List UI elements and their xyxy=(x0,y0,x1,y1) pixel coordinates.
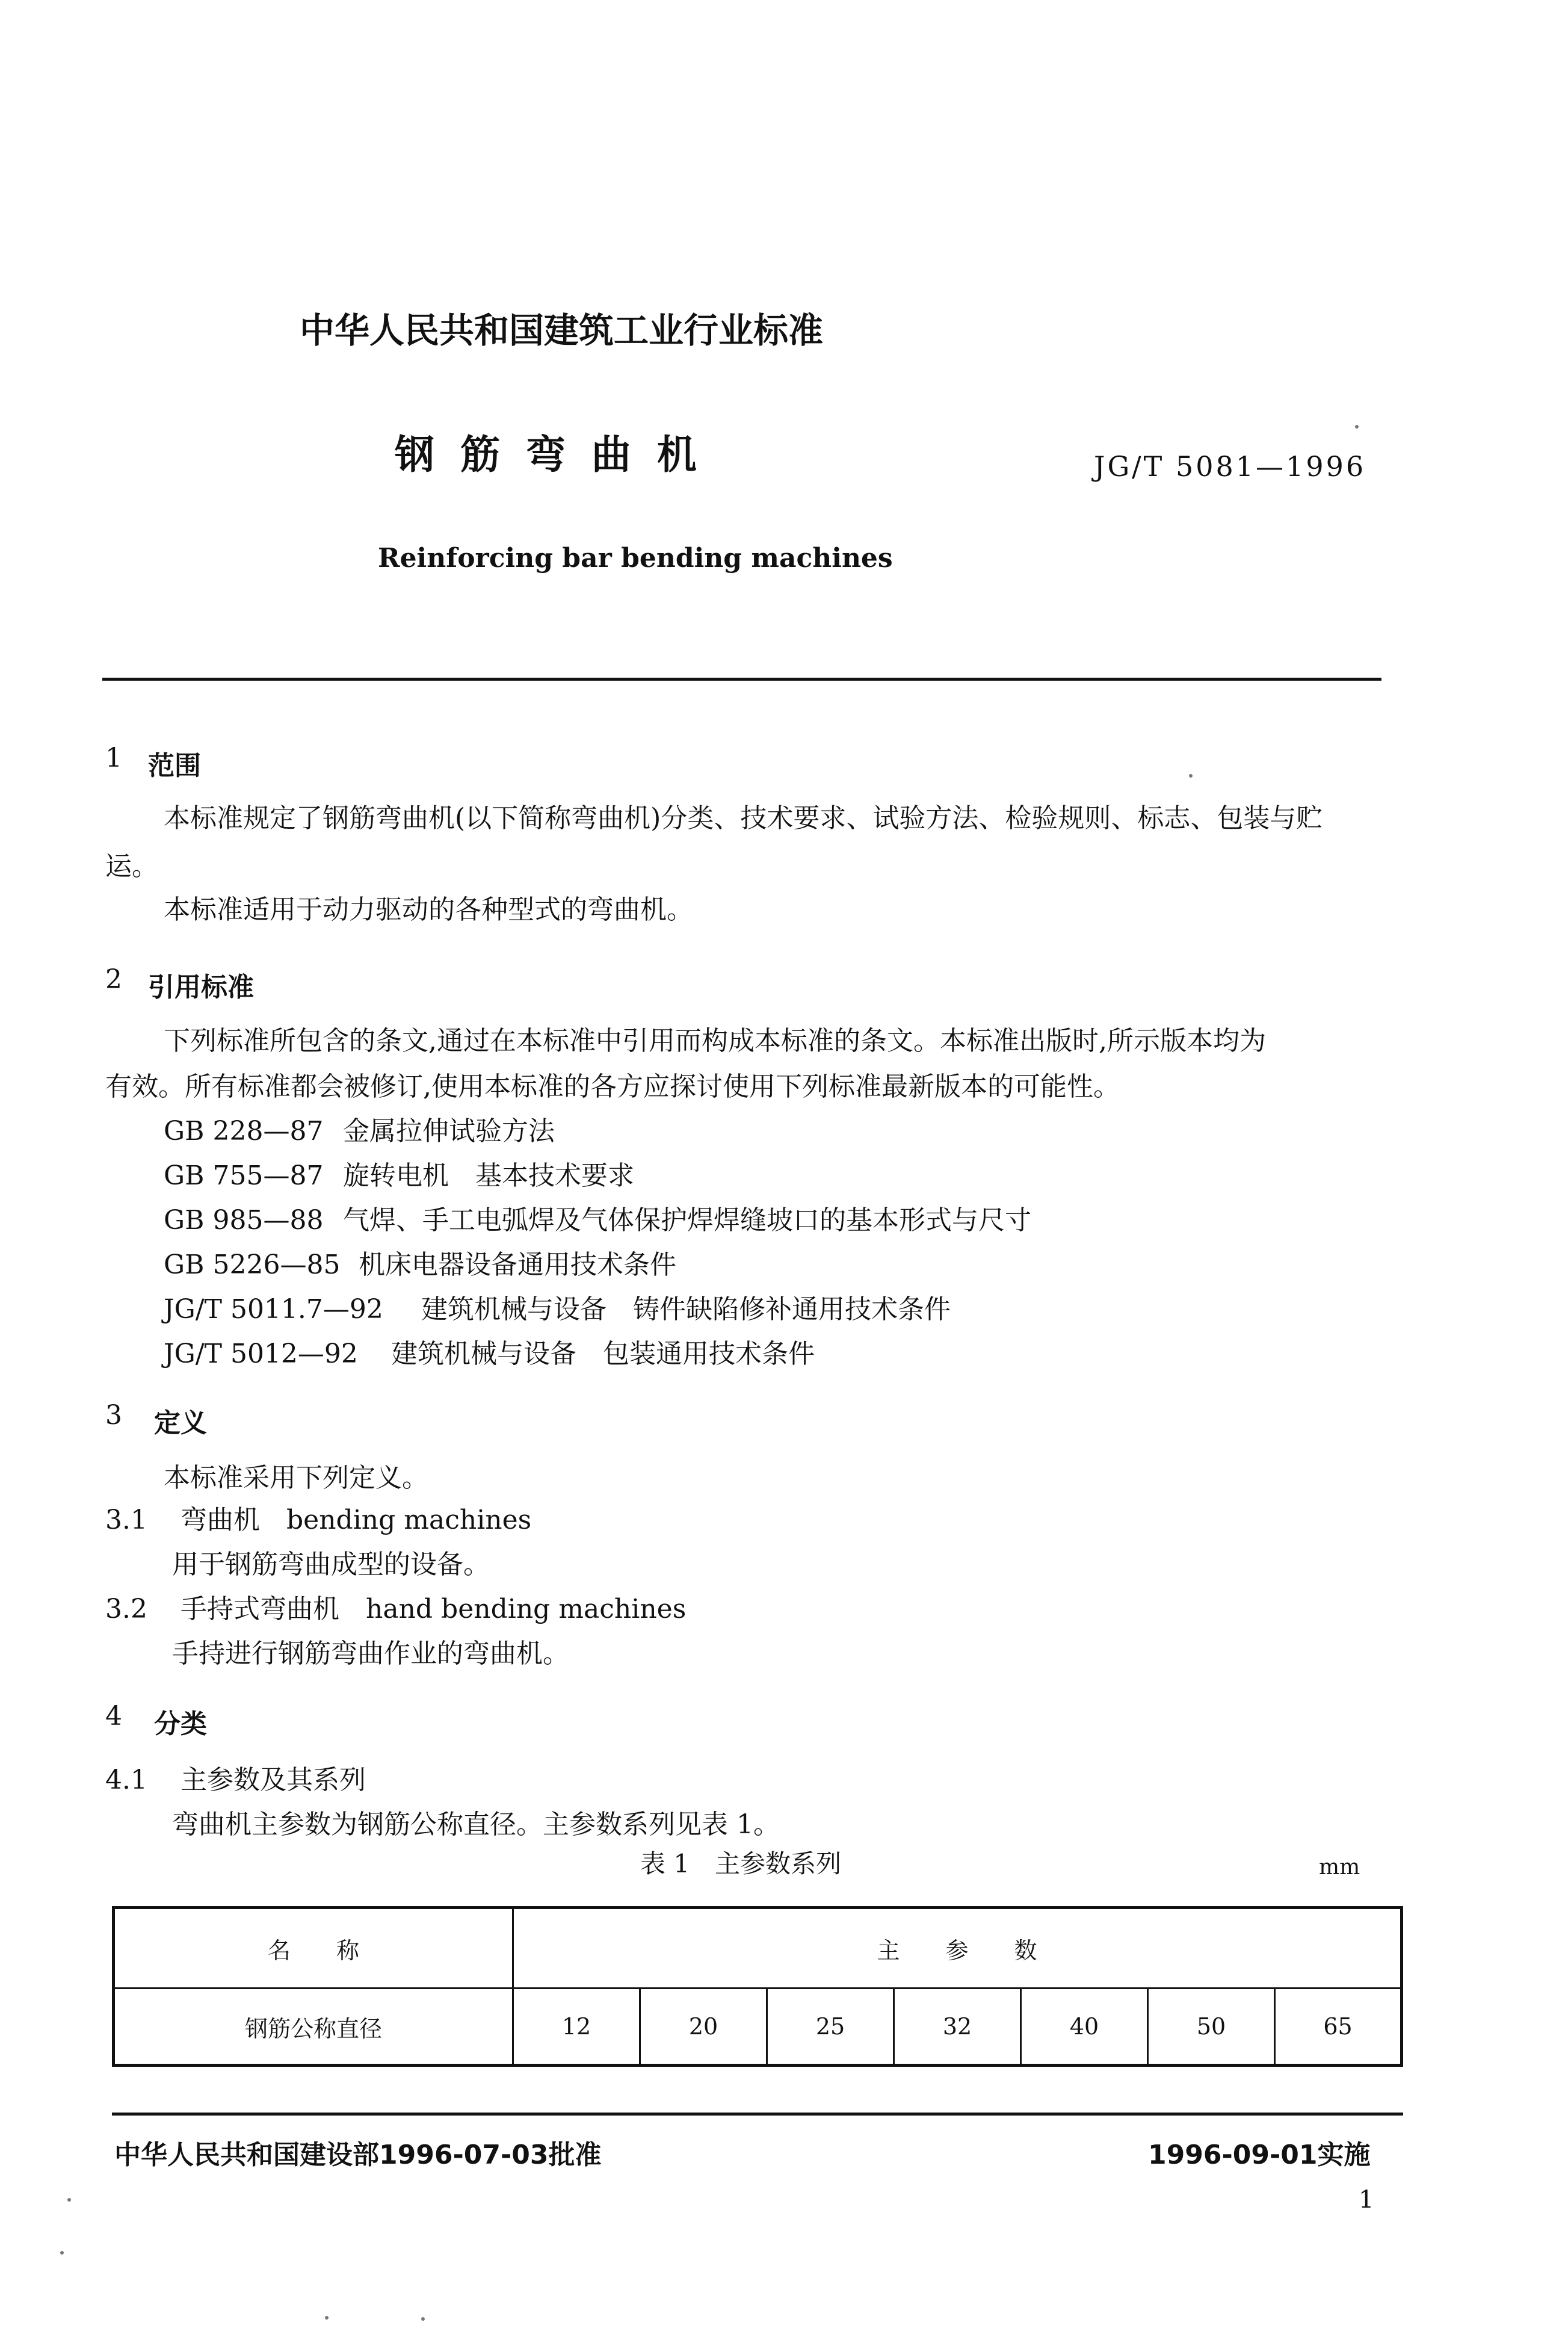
section-3-intro: 本标准采用下列定义。 xyxy=(164,1463,428,1493)
definition-3-2-text: 手持进行钢筋弯曲作业的弯曲机。 xyxy=(172,1638,569,1669)
header-divider xyxy=(102,678,1381,681)
section-3-number: 3 xyxy=(105,1400,122,1431)
subsection-4-1-number: 4.1 xyxy=(105,1765,147,1795)
table-cell: 40 xyxy=(1021,1989,1148,2066)
definition-3-1-term: 弯曲机 bending machines xyxy=(181,1505,532,1535)
footer-divider xyxy=(112,2113,1403,2116)
section-4-title: 分类 xyxy=(154,1709,207,1739)
section-1-title: 范围 xyxy=(148,751,201,781)
scan-speck xyxy=(60,2251,64,2255)
section-2-number: 2 xyxy=(105,964,122,995)
section-1-number: 1 xyxy=(105,743,122,773)
scan-speck xyxy=(1355,425,1359,429)
definition-3-1-number: 3.1 xyxy=(105,1505,147,1535)
reference-code: GB 228—87 xyxy=(164,1116,324,1147)
approval-line: 中华人民共和国建设部1996-07-03批准 xyxy=(114,2140,602,2170)
page-number: 1 xyxy=(1359,2186,1374,2214)
definition-3-1-text: 用于钢筋弯曲成型的设备。 xyxy=(172,1549,490,1580)
scan-speck xyxy=(325,2316,329,2320)
table-header-parameters: 主 参 数 xyxy=(513,1908,1402,1989)
table-unit: mm xyxy=(1319,1855,1360,1880)
reference-title: 机床电器设备通用技术条件 xyxy=(359,1249,676,1280)
subsection-4-1-text: 弯曲机主参数为钢筋公称直径。主参数系列见表 1。 xyxy=(172,1809,780,1840)
table-row-label: 钢筋公称直径 xyxy=(114,1989,513,2066)
reference-title: 气焊、手工电弧焊及气体保护焊焊缝坡口的基本形式与尺寸 xyxy=(343,1205,1031,1236)
reference-code: GB 755—87 xyxy=(164,1160,324,1191)
table-cell: 20 xyxy=(640,1989,767,2066)
section-2-paragraph-cont: 有效。所有标准都会被修订,使用本标准的各方应探讨使用下列标准最新版本的可能性。 xyxy=(105,1071,1120,1102)
reference-title: 建筑机械与设备 铸件缺陷修补通用技术条件 xyxy=(421,1294,951,1325)
definition-3-2-term: 手持式弯曲机 hand bending machines xyxy=(181,1594,687,1624)
english-title: Reinforcing bar bending machines xyxy=(378,543,893,574)
scan-speck xyxy=(421,2317,425,2321)
table-cell: 25 xyxy=(767,1989,894,2066)
reference-code: JG/T 5012—92 xyxy=(164,1339,358,1369)
effective-date: 1996-09-01实施 xyxy=(1148,2140,1371,2170)
table-header-name: 名 称 xyxy=(114,1908,513,1989)
scan-speck xyxy=(67,2198,71,2202)
section-1-paragraph-cont: 运。 xyxy=(105,851,158,882)
table-cell: 12 xyxy=(513,1989,640,2066)
section-1-paragraph: 本标准规定了钢筋弯曲机(以下简称弯曲机)分类、技术要求、试验方法、检验规则、标志、包装与贮 xyxy=(164,803,1323,834)
reference-title: 金属拉伸试验方法 xyxy=(343,1116,555,1147)
main-parameter-table xyxy=(112,1906,1403,2067)
section-2-paragraph: 下列标准所包含的条文,通过在本标准中引用而构成本标准的条文。本标准出版时,所示版本均为 xyxy=(164,1026,1266,1056)
subsection-4-1-title: 主参数及其系列 xyxy=(181,1765,366,1795)
section-2-title: 引用标准 xyxy=(148,972,254,1003)
reference-code: GB 5226—85 xyxy=(164,1249,341,1280)
reference-code: GB 985—88 xyxy=(164,1205,324,1236)
reference-title: 旋转电机 基本技术要求 xyxy=(343,1160,634,1191)
table-caption: 表 1 主参数系列 xyxy=(640,1849,842,1878)
section-4-number: 4 xyxy=(105,1701,122,1732)
standard-number: JG/T 5081—1996 xyxy=(1094,450,1366,483)
reference-code: JG/T 5011.7—92 xyxy=(164,1294,383,1325)
table-cell: 50 xyxy=(1148,1989,1275,2066)
scan-speck xyxy=(1189,774,1193,778)
definition-3-2-number: 3.2 xyxy=(105,1594,147,1624)
document-title: 钢 筋 弯 曲 机 xyxy=(395,432,703,478)
issuing-standard-heading: 中华人民共和国建筑工业行业标准 xyxy=(300,310,824,351)
table-cell: 32 xyxy=(894,1989,1021,2066)
reference-title: 建筑机械与设备 包装通用技术条件 xyxy=(391,1339,815,1369)
section-1-applicability: 本标准适用于动力驱动的各种型式的弯曲机。 xyxy=(164,894,693,925)
section-3-title: 定义 xyxy=(154,1408,207,1438)
table-cell: 65 xyxy=(1275,1989,1402,2066)
